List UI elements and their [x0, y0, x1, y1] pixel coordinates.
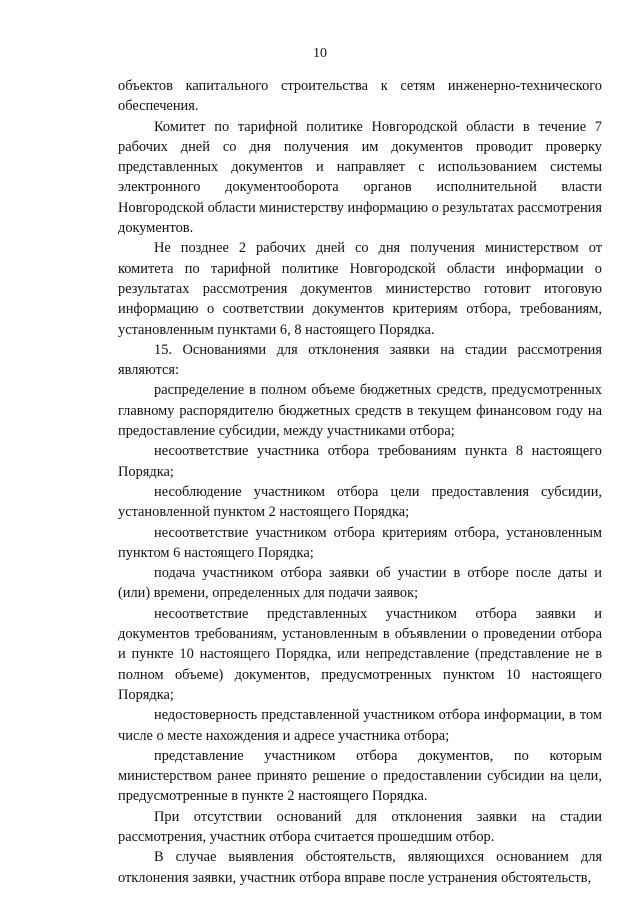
paragraph-resubmission: В случае выявления обстоятельств, являющихся основанием для отклонения заявки, участник отбора вправе после устранения обстоятельств, [118, 849, 602, 886]
rejection-ground-criteria: несоответствие участником отбора критериям отбора, установленным пунктом 6 настоящего Порядка; [118, 524, 602, 561]
rejection-ground-requirements: несоответствие участника отбора требованиям пункта 8 настоящего Порядка; [118, 443, 602, 480]
rejection-ground-purpose: несоблюдение участником отбора цели предоставления субсидии, установленной пунктом 2 настоящего Порядка; [118, 483, 602, 521]
rejection-ground-prior-decision: представление участником отбора документов, по которым министерством ранее принято решение о предоставлении субсидии на цели, предусмотренные в пункте 2 настоящего Порядка. [118, 747, 602, 805]
paragraph-clause-15: 15. Основаниями для отклонения заявки на стадии рассмотрения являются: [118, 341, 602, 379]
paragraph-passed-selection: При отсутствии оснований для отклонения заявки на стадии рассмотрения, участник отбора считается прошедшим отбор. [118, 808, 602, 845]
paragraph-final-information: Не позднее 2 рабочих дней со дня получения министерством от комитета по тарифной политике Новгородской области информации о результатах рассмотрения документов министерство готовит итоговую информацию о соответствии документов критериям отбора, требованиям, установленным пунктами 6, 8 настоящего Порядка. [118, 240, 602, 338]
rejection-ground-false-information: недостоверность представленной участником отбора информации, в том числе о месте нахождения и адресе участника отбора; [118, 707, 602, 744]
paragraph-tariff-committee-review: Комитет по тарифной политике Новгородской области в течение 7 рабочих дней со дня получения им документов проводит проверку представленных документов и направляет с использованием системы электронного документооборота органов исполнительной власти Новгородской области министерству информацию о результатах рассмотрения документов. [118, 118, 602, 237]
paragraph-continuation: объектов капитального строительства к сетям инженерно-технического обеспечения. [118, 78, 602, 115]
rejection-ground-documents: несоответствие представленных участником отбора заявки и документов требованиям, установленным в объявлении о проведении отбора и пункте 10 настоящего Порядка, или непредставление (представление не в полном объеме) документов, предусмотренных пунктом 10 настоящего Порядка; [118, 605, 602, 703]
rejection-ground-budget: распределение в полном объеме бюджетных средств, предусмотренных главному распорядителю бюджетных средств в текущем финансовом году на предоставление субсидии, между участниками отбора; [118, 382, 602, 440]
rejection-ground-late-submission: подача участником отбора заявки об участии в отборе после даты и (или) времени, определенных для подачи заявок; [118, 565, 602, 602]
page-number: 10 [313, 46, 327, 61]
document-body [118, 76, 602, 888]
